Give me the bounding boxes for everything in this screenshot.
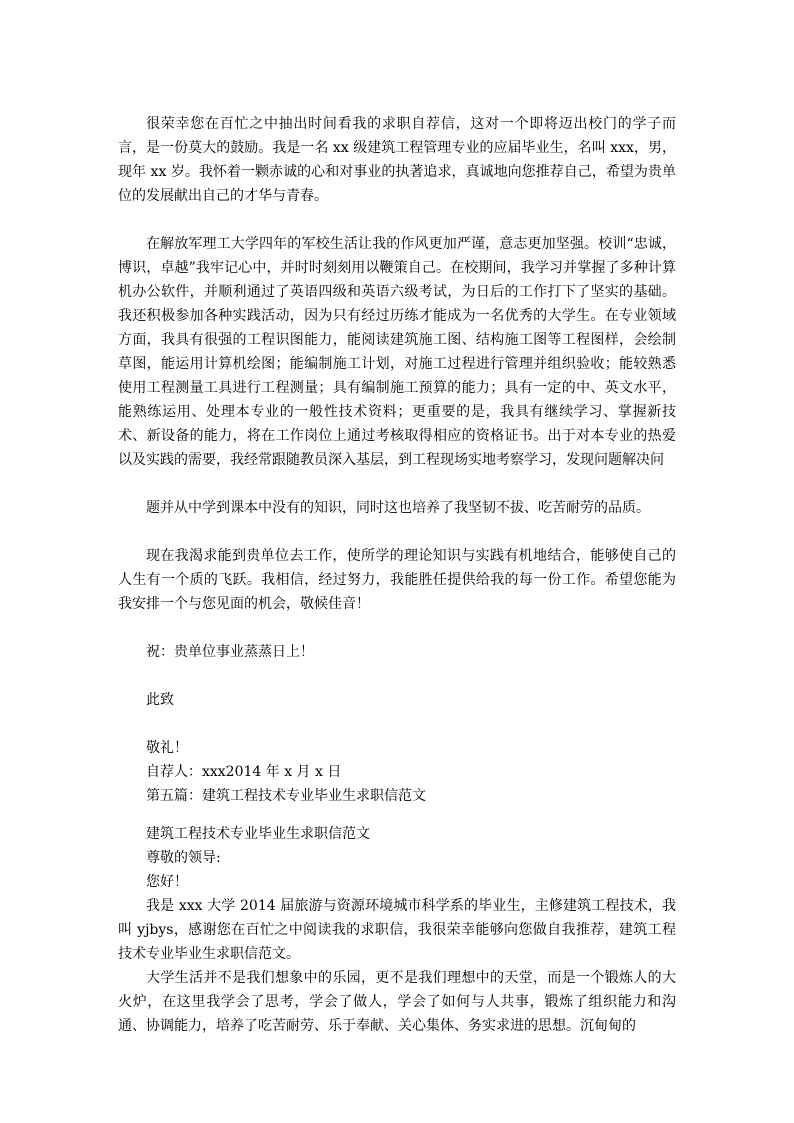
letter2-title: 建筑工程技术专业毕业生求职信范文 <box>146 826 370 842</box>
letter1-signature: 自荐人：xxx2014 年 x 月 x 日 <box>146 764 342 780</box>
letter2-paragraph-2: 大学生活并不是我们想象中的乐园，更不是我们理想中的天堂，而是一个锻炼人的大火炉，在这里我学会了思考，学会了做人，学会了如何与人共事，锻炼了组织能力和沟通、协调能力，培养了吃苦耐劳、乐于奉献、关心集体、务实求进的思想。沉甸甸的 <box>118 970 676 1034</box>
letter1-paragraph-1: 很荣幸您在百忙之中抽出时间看我的求职自荐信，这对一个即将迈出校门的学子而言，是一份莫大的鼓励。我是一名 xx 级建筑工程管理专业的应届毕业生，名叫 xxx，男，现年 xx 岁。我怀着一颗赤诚的心和对事业的执著追求，真诚地向您推荐自己，希望为贵单位的发展献出自己的才华与青春。 <box>118 116 676 204</box>
letter2-salutation: 尊敬的领导: <box>146 850 221 866</box>
letter1-paragraph-2: 在解放军理工大学四年的军校生活让我的作风更加严谨，意志更加坚强。校训“忠诚，博识，卓越”我牢记心中，并时时刻刻用以鞭策自己。在校期间，我学习并掌握了多种计算机办公软件，并顺利通过了英语四级和英语六级考试，为日后的工作打下了坚实的基础。我还积极参加各种实践活动，因为只有经过历练才能成为一名优秀的大学生。在专业领域方面，我具有很强的工程识图能力，能阅读建筑施工图、结构施工图等工程图样，会绘制草图，能运用计算机绘图；能编制施工计划，对施工过程进行管理并组织验收；能较熟悉使用工程测量工具进行工程测量；具有编制施工预算的能力；具有一定的中、英文水平，能熟练运用、处理本专业的一般性技术资料；更重要的是，我具有继续学习、掌握新技术、新设备的能力，将在工作岗位上通过考核取得相应的资格证书。出于对本专业的热爱以及实践的需要，我经常跟随教员深入基层，到工程现场实地考察学习，发现问题解决问 <box>118 236 676 468</box>
letter1-salute: 敬礼！ <box>146 740 188 756</box>
next-section-title: 第五篇：建筑工程技术专业毕业生求职信范文 <box>146 788 426 804</box>
document-page <box>118 112 676 1038</box>
letter1-paragraph-3: 题并从中学到课本中没有的知识，同时这也培养了我坚韧不拔、吃苦耐劳的品质。 <box>146 500 650 516</box>
letter1-paragraph-4: 现在我渴求能到贵单位去工作，使所学的理论知识与实践有机地结合，能够使自己的人生有一个质的飞跃。我相信，经过努力，我能胜任提供给我的每一份工作。希望您能为我安排一个与您见面的机会，敬候佳音！ <box>118 548 676 612</box>
letter1-closing: 此致 <box>146 692 174 708</box>
letter2-paragraph-1: 我是 xxx 大学 2014 届旅游与资源环境城市科学系的毕业生，主修建筑工程技术，我叫 yjbys，感谢您在百忙之中阅读我的求职信，我很荣幸能够向您做自我推荐，建筑工程技术专业毕业生求职信范文。 <box>118 898 676 962</box>
letter2-greeting: 您好！ <box>146 874 188 890</box>
letter1-wish: 祝：贵单位事业蒸蒸日上！ <box>146 644 314 660</box>
